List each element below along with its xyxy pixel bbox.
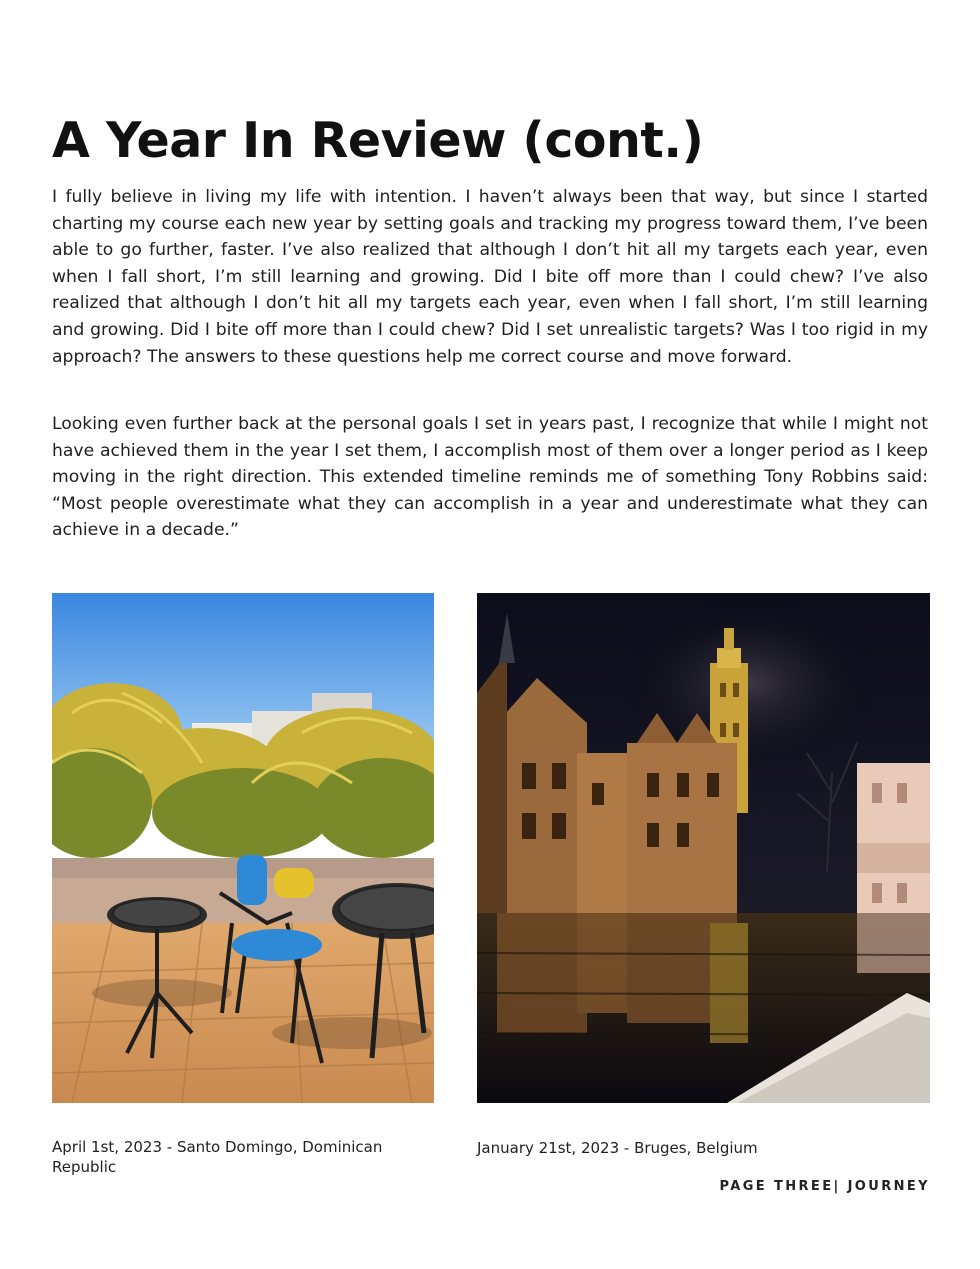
body-paragraph-2: Looking even further back at the personal goals I set in years past, I recognize that while I might not have achieved them in the year I set them, I accomplish most of them over a longer period as I keep moving in the right direction. This extended timeline reminds me of something Tony Robbins said: “Most people overestimate what they can accomplish in a year and underestimate what they can achieve in a decade.” [52, 414, 928, 541]
photo-caption-right: January 21st, 2023 - Bruges, Belgium [477, 1139, 758, 1157]
page-footer: PAGE THREE| JOURNEY [719, 1179, 930, 1194]
page-title: A Year In Review (cont.) [52, 112, 704, 169]
photo-caption-left: April 1st, 2023 - Santo Domingo, Dominican Republic [52, 1138, 383, 1176]
body-paragraph-1: I fully believe in living my life with intention. I haven’t always been that way, but since I started charting my course each new year by setting goals and tracking my progress toward them, I’ve been able to go further, faster. I’ve also realized that although I don’t hit all my targets each year, even when I fall short, I’m still learning and growing. Did I bite off more than I could chew? I’ve also realized that although I don’t hit all my targets each year, even when I fall short, I’m still learning and growing. Did I bite off more than I could chew? Did I set unrealistic targets? Was I too rigid in my approach? The answers to these questions help me correct course and move forward. [52, 187, 928, 367]
photo-patio-santo-domingo [52, 593, 434, 1103]
photo-canal-bruges [477, 593, 930, 1103]
